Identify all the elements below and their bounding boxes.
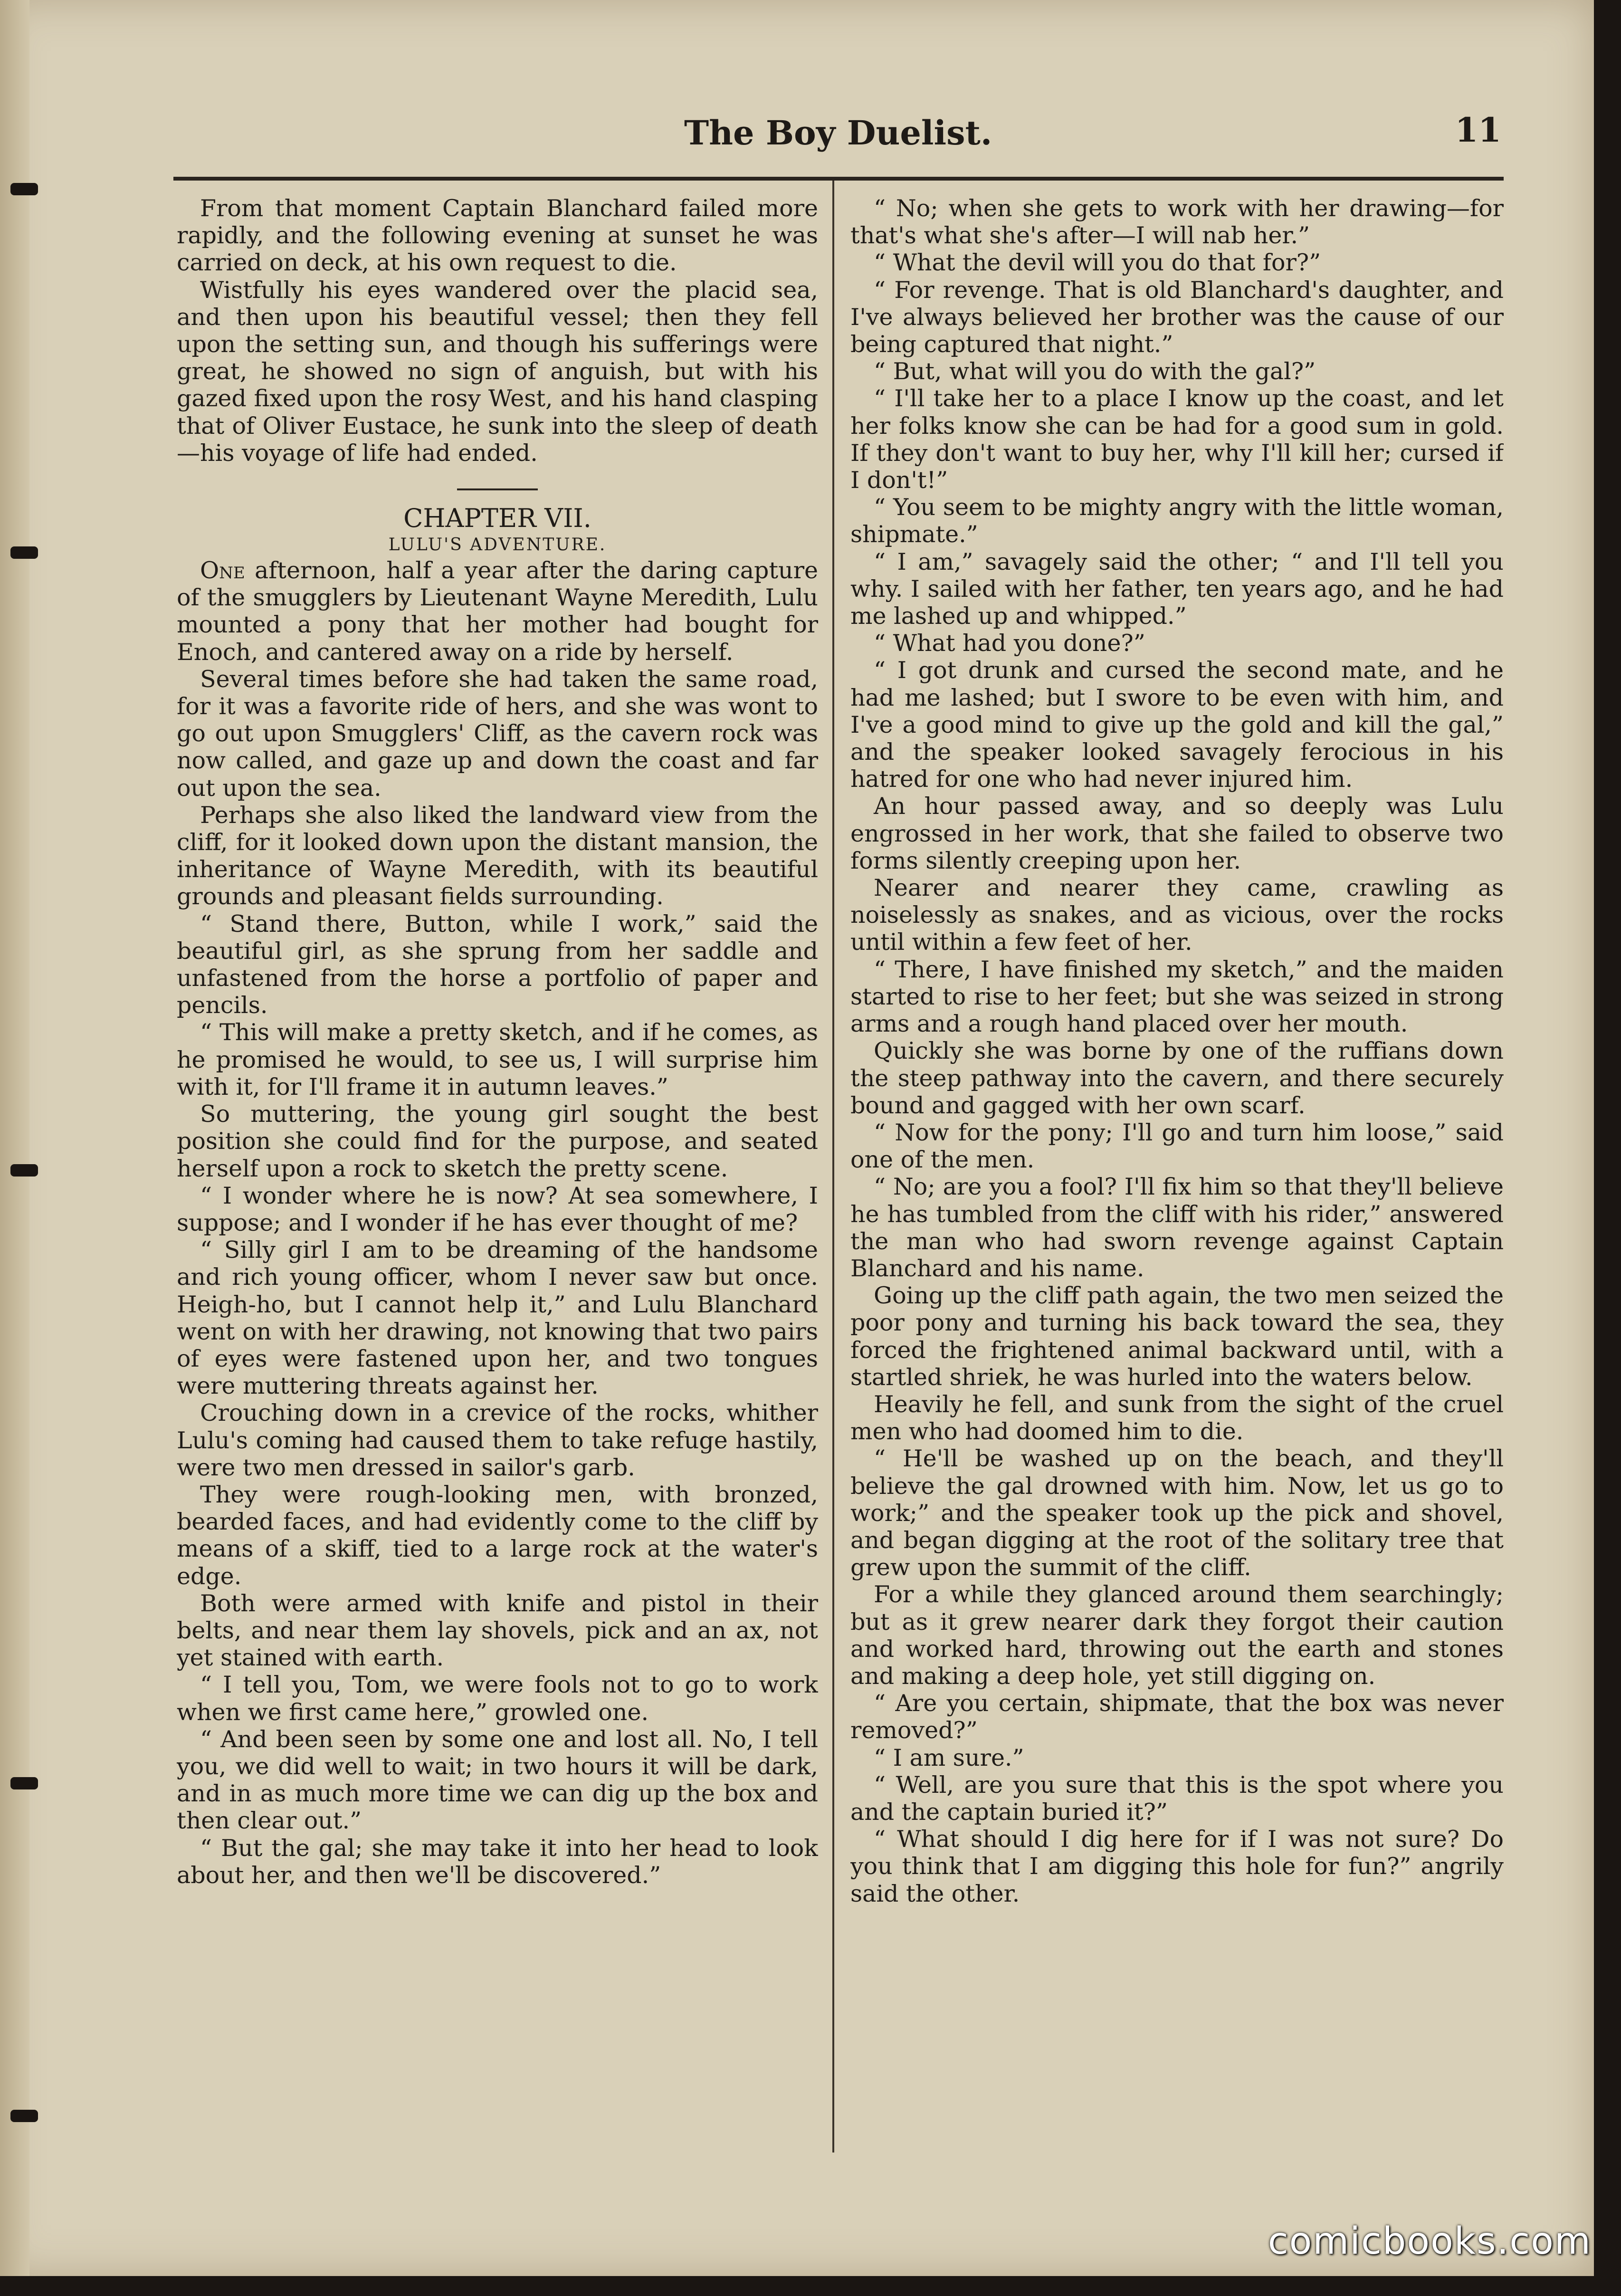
paragraph: “ No; when she gets to work with her drawing—for that's what she's after—I will nab her.” (850, 195, 1504, 249)
paragraph: Nearer and nearer they came, crawling as noiselessly as snakes, and as vicious, over the rocks until within a few feet of her. (850, 874, 1504, 956)
binding-stitch (10, 1777, 38, 1789)
paragraph: They were rough-looking men, with bronzed, bearded faces, and had evidently come to the cliff by means of a skiff, tied to a large rock at the water's edge. (177, 1481, 818, 1590)
paragraph: “ Silly girl I am to be dreaming of the handsome and rich young officer, whom I never saw but once. Heigh-ho, but I cannot help it,” and Lulu Blanchard went on with her drawing, not knowing that two pairs of eyes were fastened upon her, and two tongues were muttering threats against her. (177, 1236, 818, 1400)
paragraph: “ There, I have finished my sketch,” and the maiden started to rise to her feet; but she was seized in strong arms and a rough hand placed over her mouth. (850, 956, 1504, 1038)
paragraph: “ I'll take her to a place I know up the coast, and let her folks know she can be had for a good sum in gold. If they don't want to buy her, why I'll kill her; cursed if I don't!” (850, 385, 1504, 494)
running-title: The Boy Duelist. (684, 113, 992, 153)
left-column-opening-text (177, 195, 818, 467)
left-column-chapter-text (177, 666, 818, 1889)
paragraph: Quickly she was borne by one of the ruffians down the steep pathway into the cavern, and there securely bound and gagged with her own scarf. (850, 1037, 1504, 1119)
paragraph: Heavily he fell, and sunk from the sight of the cruel men who had doomed him to die. (850, 1390, 1504, 1445)
paragraph: “ Well, are you sure that this is the spot where you and the captain buried it?” (850, 1771, 1504, 1826)
chapter-first-paragraph (177, 557, 818, 666)
paragraph: Several times before she had taken the same road, for it was a favorite ride of hers, and she was wont to go out upon Smugglers' Cliff, as the cavern rock was now called, and gaze up and down the coast and far out upon the sea. (177, 665, 818, 802)
binding-stitch (10, 183, 38, 195)
paragraph: “ Now for the pony; I'll go and turn him loose,” said one of the men. (850, 1119, 1504, 1174)
paragraph: “ What had you done?” (874, 630, 1145, 657)
paragraph: “ I wonder where he is now? At sea somewhere, I suppose; and I wonder if he has ever thought of me? (177, 1182, 818, 1236)
paragraph: “ For revenge. That is old Blanchard's daughter, and I've always believed her brother was the cause of our being captured that night.” (850, 276, 1504, 358)
right-column (850, 195, 1504, 2157)
paragraph: An hour passed away, and so deeply was Lulu engrossed in her work, that she failed to observe two forms silently creeping upon her. (850, 793, 1504, 874)
paragraph: Wistfully his eyes wandered over the placid sea, and then upon his beautiful vessel; then they fell upon the setting sun, and though his sufferings were great, he showed no sign of anguish, but with his gazed fixed upon the rosy West, and his hand clasping that of Oliver Eustace, he sunk into the sleep of death—his voyage of life had ended. (177, 276, 818, 467)
paragraph: “ What the devil will you do that for?” (874, 249, 1321, 277)
chapter-first-paragraph-text: afternoon, half a year after the daring capture of the smugglers by Lieutenant Wayne Meredith, Lulu mounted a pony that her mother had bought for Enoch, and cantered away on a ride by herself. (177, 557, 818, 666)
paragraph: Crouching down in a crevice of the rocks, whither Lulu's coming had caused them to take refuge hastily, were two men dressed in sailor's garb. (177, 1399, 818, 1481)
paragraph: Both were armed with knife and pistol in their belts, and near them lay shovels, pick and an ax, not yet stained with earth. (177, 1589, 818, 1672)
paragraph: From that moment Captain Blanchard failed more rapidly, and the following evening at sunset he was carried on deck, at his own request to die. (177, 195, 818, 277)
chapter-first-word: One (200, 557, 245, 584)
paragraph: For a while they glanced around them searchingly; but as it grew nearer dark they forgot their caution and worked hard, throwing out the earth and stones and making a deep hole, yet still digging on. (850, 1581, 1504, 1690)
paragraph: Going up the cliff path again, the two men seized the poor pony and turning his back toward the sea, they forced the frightened animal backward until, with a startled shriek, he was hurled into the waters below. (850, 1282, 1504, 1391)
paragraph: “ But the gal; she may take it into her head to look about her, and then we'll be discovered.” (177, 1834, 818, 1889)
binding-stitch (10, 2110, 38, 2122)
binding-spine (0, 0, 29, 2276)
paragraph: “ Are you certain, shipmate, that the box was never removed?” (850, 1690, 1504, 1744)
paragraph: “ I am sure.” (874, 1744, 1024, 1771)
binding-stitch (10, 1164, 38, 1177)
header-rule (173, 177, 1504, 181)
paragraph: “ And been seen by some one and lost all. No, I tell you, we did well to wait; in two hours it will be dark, and in as much more time we can dig up the box and then clear out.” (177, 1725, 818, 1835)
paragraph: So muttering, the young girl sought the best position she could find for the purpose, and seated herself upon a rock to sketch the pretty scene. (177, 1100, 818, 1182)
paragraph: “ No; are you a fool? I'll fix him so that they'll believe he has tumbled from the cliff with his rider,” answered the man who had sworn revenge against Captain Blanchard and his name. (850, 1173, 1504, 1282)
paragraph: “ This will make a pretty sketch, and if he comes, as he promised he would, to see us, I will surprise him with it, for I'll frame it in autumn leaves.” (177, 1019, 818, 1100)
paragraph: “ I tell you, Tom, we were fools not to go to work when we first came here,” growled one. (177, 1671, 818, 1726)
left-column (177, 195, 818, 2157)
paragraph: “ I got drunk and cursed the second mate, and he had me lashed; but I swore to be even with him, and I've a good mind to give up the gold and kill the gal,” and the speaker looked savagely ferocious in his hatred for one who had never injured him. (850, 657, 1504, 793)
watermark: comicbooks.com (1268, 2220, 1592, 2263)
binding-stitch (10, 546, 38, 559)
paragraph: “ Stand there, Button, while I work,” said the beautiful girl, as she sprung from her saddle and unfastened from the horse a portfolio of paper and pencils. (177, 910, 818, 1019)
paragraph: “ I am,” savagely said the other; “ and I'll tell you why. I sailed with her father, ten years ago, and he had me lashed up and whipped.” (850, 548, 1504, 630)
paragraph: “ You seem to be mighty angry with the little woman, shipmate.” (850, 494, 1504, 548)
page-header (171, 108, 1501, 161)
paragraph: “ But, what will you do with the gal?” (874, 358, 1316, 385)
right-column-text (850, 195, 1504, 1907)
paragraph: “ What should I dig here for if I was not sure? Do you think that I am digging this hole for fun?” angrily said the other. (850, 1826, 1504, 1907)
chapter-title: CHAPTER VII. (403, 503, 591, 534)
page-number: 11 (1455, 110, 1501, 150)
paragraph: Perhaps she also liked the landward view from the cliff, for it looked down upon the distant mansion, the inheritance of Wayne Meredith, with its beautiful grounds and pleasant fields surrounding. (177, 801, 818, 910)
column-divider (832, 181, 834, 2152)
chapter-rule (457, 488, 538, 490)
chapter-subtitle: LULU'S ADVENTURE. (388, 535, 607, 555)
paragraph: “ He'll be washed up on the beach, and they'll believe the gal drowned with him. Now, let us go to work;” and the speaker took up the pick and shovel, and began digging at the root of the solitary tree that grew upon the summit of the cliff. (850, 1445, 1504, 1581)
